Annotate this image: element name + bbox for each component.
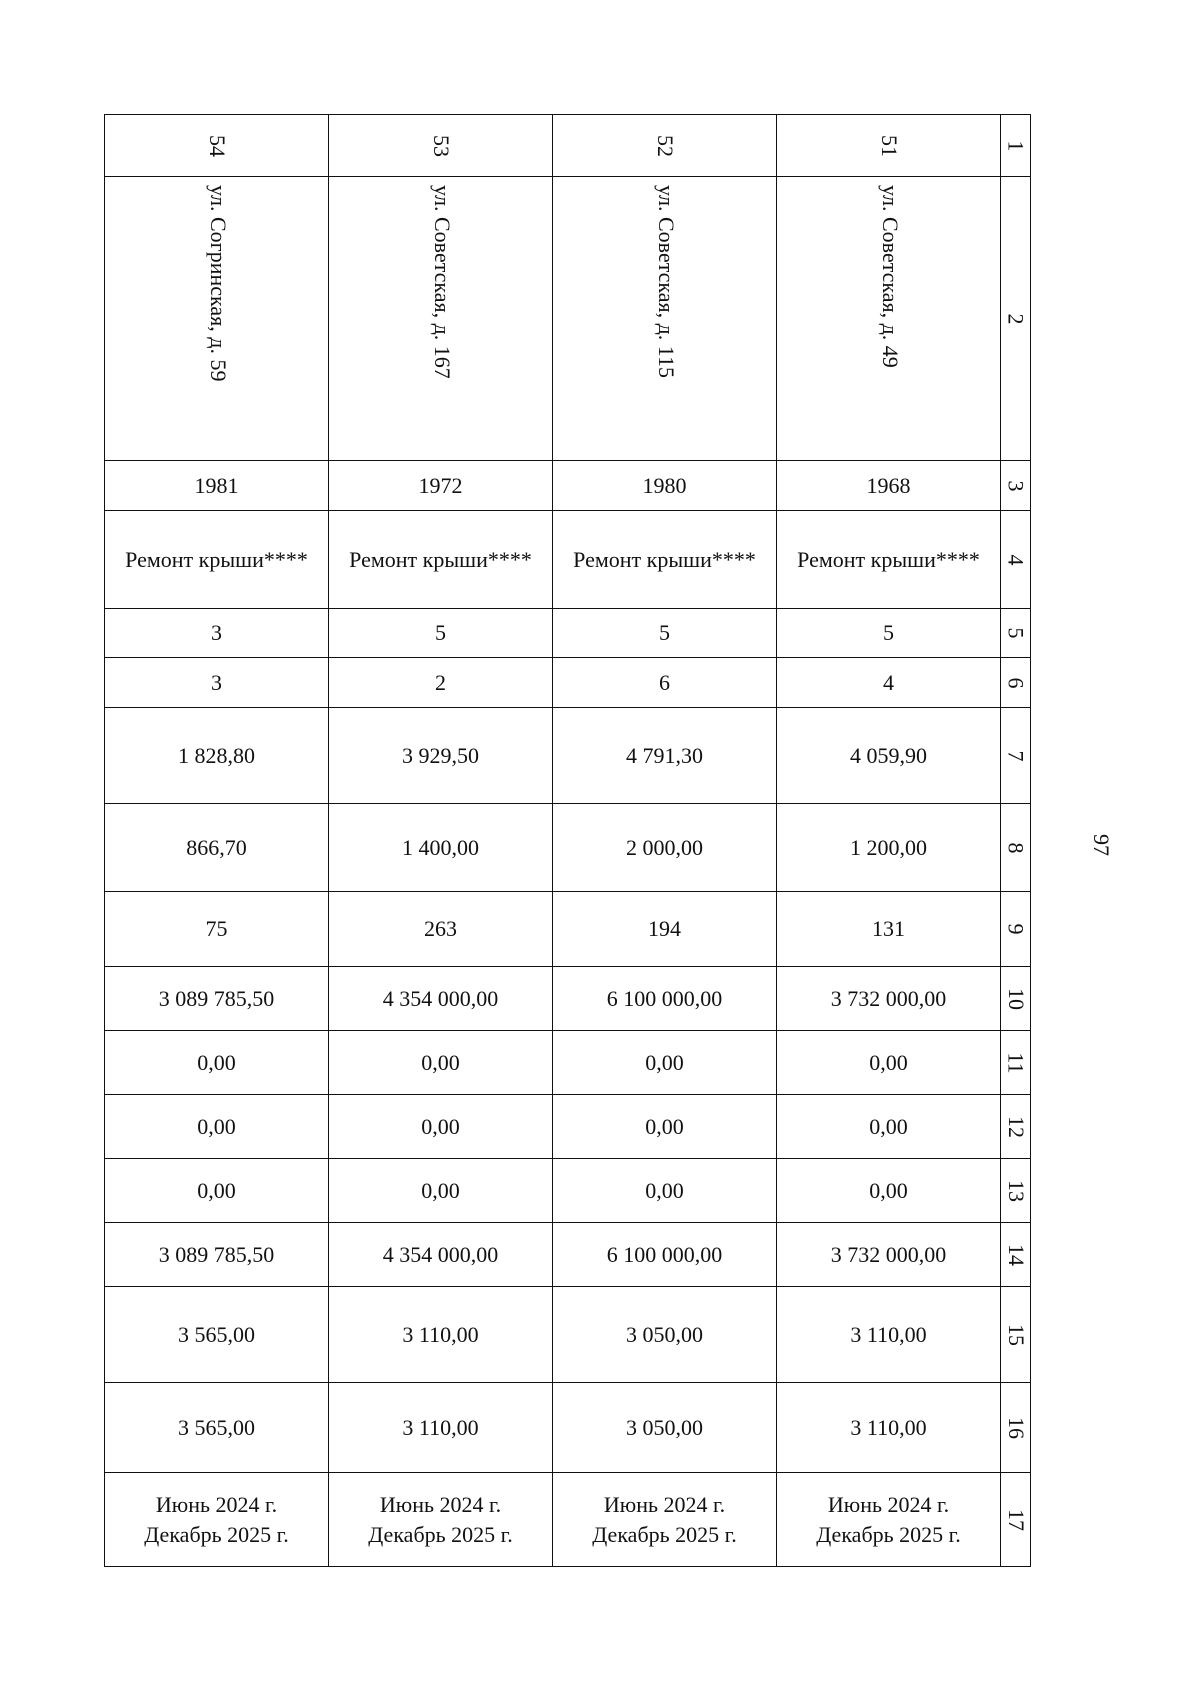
value-cell: 0,00 [105, 1095, 329, 1159]
value-cell: 5 [777, 609, 1001, 658]
column-number: 15 [1001, 1287, 1031, 1383]
value-cell: 0,00 [329, 1031, 553, 1095]
column-number: 6 [1001, 658, 1031, 708]
value-cell: 3 [105, 609, 329, 658]
address-cell: ул. Советская, д. 49 [777, 177, 1001, 461]
address-cell: ул. Советская, д. 115 [553, 177, 777, 461]
work-type-cell: Ремонт крыши**** [329, 511, 553, 609]
work-type-cell: Ремонт крыши**** [553, 511, 777, 609]
value-cell: 1 400,00 [329, 804, 553, 892]
value-cell: 3 110,00 [777, 1287, 1001, 1383]
value-cell: 3 [105, 658, 329, 708]
period-end: Декабрь 2025 г. [816, 1521, 961, 1547]
value-cell: 0,00 [777, 1159, 1001, 1223]
value-cell: 194 [553, 892, 777, 967]
column-number: 12 [1001, 1095, 1031, 1159]
record-number-cell: 51 [777, 115, 1001, 177]
table-row-address [105, 177, 1031, 461]
value-cell: 3 089 785,50 [105, 967, 329, 1031]
column-number: 17 [1001, 1473, 1031, 1567]
period-start: Июнь 2024 г. [155, 1491, 278, 1517]
column-number: 2 [1001, 177, 1031, 461]
work-type-cell: Ремонт крыши**** [777, 511, 1001, 609]
table-row-year [105, 461, 1031, 511]
table-row-period [105, 1473, 1031, 1567]
period-cell [329, 1473, 553, 1567]
value-cell: 4 791,30 [553, 708, 777, 804]
record-number-cell: 53 [329, 115, 553, 177]
table-row-col11 [105, 1031, 1031, 1095]
period-cell [777, 1473, 1001, 1567]
value-cell: 4 [777, 658, 1001, 708]
table-row-col12 [105, 1095, 1031, 1159]
table-row-col13 [105, 1159, 1031, 1223]
value-cell: 0,00 [553, 1159, 777, 1223]
value-cell: 3 110,00 [329, 1287, 553, 1383]
value-cell: 0,00 [105, 1159, 329, 1223]
table-row-work-type [105, 511, 1031, 609]
record-number-cell: 54 [105, 115, 329, 177]
table-row-col6 [105, 658, 1031, 708]
period-end: Декабрь 2025 г. [144, 1521, 289, 1547]
period-end: Декабрь 2025 г. [592, 1521, 737, 1547]
year-cell: 1968 [777, 461, 1001, 511]
period-start: Июнь 2024 г. [827, 1491, 950, 1517]
column-number: 13 [1001, 1159, 1031, 1223]
value-cell: 3 565,00 [105, 1383, 329, 1473]
column-number: 10 [1001, 967, 1031, 1031]
value-cell: 3 110,00 [329, 1383, 553, 1473]
value-cell: 0,00 [777, 1095, 1001, 1159]
program-table [104, 114, 1031, 1567]
work-type-cell: Ремонт крыши**** [105, 511, 329, 609]
value-cell: 263 [329, 892, 553, 967]
period-cell [553, 1473, 777, 1567]
year-cell: 1972 [329, 461, 553, 511]
period-end: Декабрь 2025 г. [368, 1521, 513, 1547]
address-cell: ул. Советская, д. 167 [329, 177, 553, 461]
table-row-col9 [105, 892, 1031, 967]
value-cell: 866,70 [105, 804, 329, 892]
table-row-record-number [105, 115, 1031, 177]
table-row-col14 [105, 1223, 1031, 1287]
column-number: 14 [1001, 1223, 1031, 1287]
value-cell: 0,00 [329, 1095, 553, 1159]
value-cell: 5 [553, 609, 777, 658]
value-cell: 4 354 000,00 [329, 1223, 553, 1287]
value-cell: 2 [329, 658, 553, 708]
column-number: 8 [1001, 804, 1031, 892]
column-number: 1 [1001, 115, 1031, 177]
table-row-col10 [105, 967, 1031, 1031]
table-row-col8 [105, 804, 1031, 892]
value-cell: 1 828,80 [105, 708, 329, 804]
value-cell: 0,00 [553, 1095, 777, 1159]
year-cell: 1980 [553, 461, 777, 511]
column-number: 3 [1001, 461, 1031, 511]
value-cell: 6 100 000,00 [553, 1223, 777, 1287]
value-cell: 3 110,00 [777, 1383, 1001, 1473]
table-row-col5 [105, 609, 1031, 658]
column-number: 4 [1001, 511, 1031, 609]
year-cell: 1981 [105, 461, 329, 511]
period-cell [105, 1473, 329, 1567]
value-cell: 6 100 000,00 [553, 967, 777, 1031]
column-number: 9 [1001, 892, 1031, 967]
table-row-col16 [105, 1383, 1031, 1473]
value-cell: 3 732 000,00 [777, 1223, 1001, 1287]
value-cell: 0,00 [553, 1031, 777, 1095]
value-cell: 3 929,50 [329, 708, 553, 804]
value-cell: 75 [105, 892, 329, 967]
value-cell: 5 [329, 609, 553, 658]
value-cell: 1 200,00 [777, 804, 1001, 892]
value-cell: 3 565,00 [105, 1287, 329, 1383]
value-cell: 0,00 [777, 1031, 1001, 1095]
value-cell: 3 050,00 [553, 1287, 777, 1383]
value-cell: 2 000,00 [553, 804, 777, 892]
column-number: 5 [1001, 609, 1031, 658]
value-cell: 3 050,00 [553, 1383, 777, 1473]
value-cell: 0,00 [105, 1031, 329, 1095]
record-number-cell: 52 [553, 115, 777, 177]
value-cell: 131 [777, 892, 1001, 967]
period-start: Июнь 2024 г. [379, 1491, 502, 1517]
value-cell: 6 [553, 658, 777, 708]
column-number: 16 [1001, 1383, 1031, 1473]
page-number: 97 [1089, 834, 1114, 856]
period-start: Июнь 2024 г. [603, 1491, 726, 1517]
address-cell: ул. Согринская, д. 59 [105, 177, 329, 461]
table-row-col15 [105, 1287, 1031, 1383]
value-cell: 4 354 000,00 [329, 967, 553, 1031]
value-cell: 3 089 785,50 [105, 1223, 329, 1287]
column-number: 11 [1001, 1031, 1031, 1095]
value-cell: 3 732 000,00 [777, 967, 1001, 1031]
value-cell: 4 059,90 [777, 708, 1001, 804]
column-number: 7 [1001, 708, 1031, 804]
table-row-col7 [105, 708, 1031, 804]
value-cell: 0,00 [329, 1159, 553, 1223]
